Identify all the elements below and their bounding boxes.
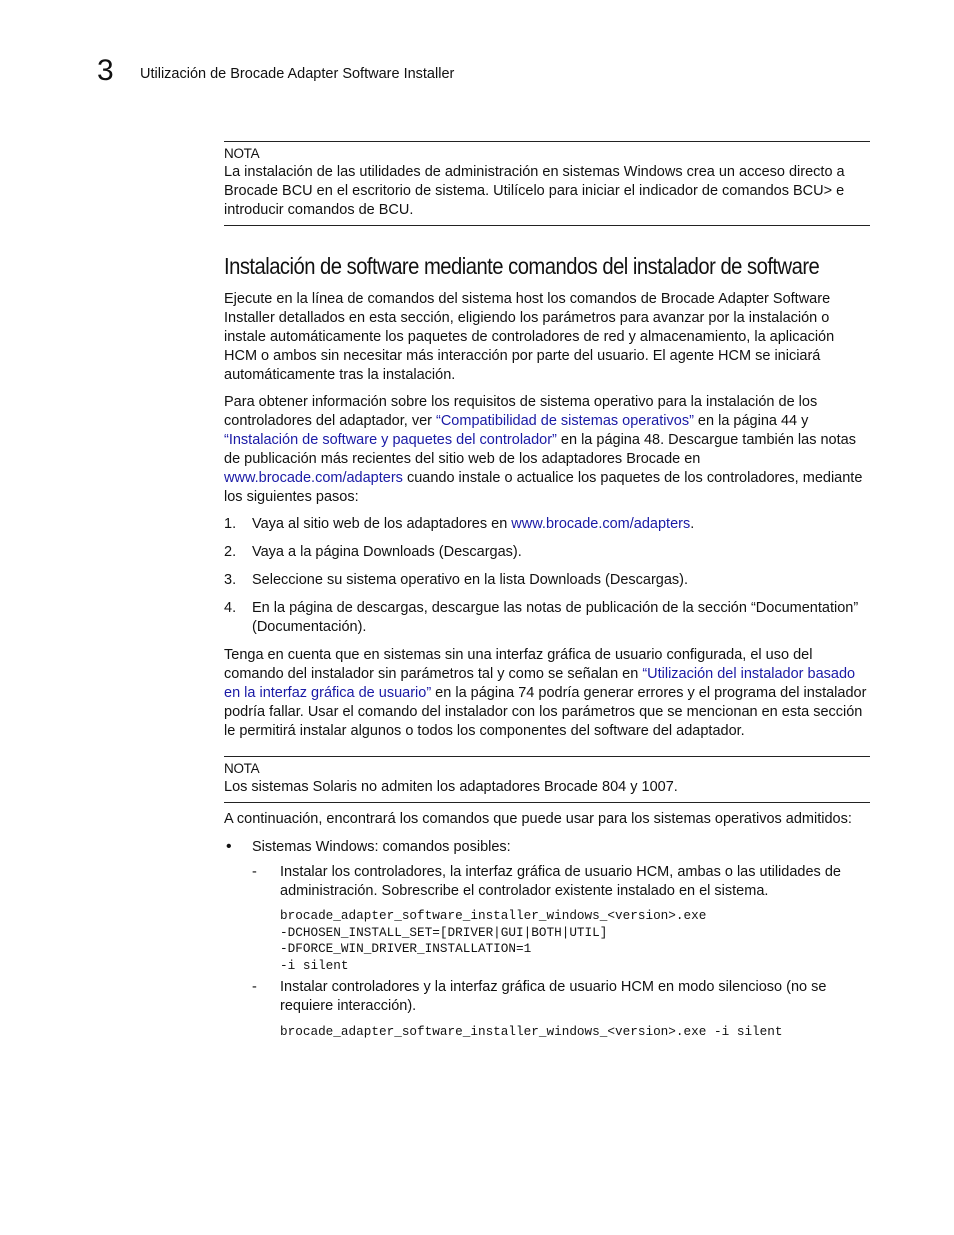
text-run: en la página 74 podría generar errores y el programa del instalador podría fallar. Usar el comando del instalador con los parámetros que se mencionan en esta sección le permitirá instalar algunos o todos los componentes del software del adaptador. <box>224 685 867 739</box>
paragraph-commands-intro <box>224 810 870 829</box>
note-text: Los sistemas Solaris no admiten los adaptadores Brocade 804 y 1007. <box>224 779 678 795</box>
text-run: cuando instale o actualice los paquetes de los controladores, mediante los siguientes pasos: <box>224 470 863 505</box>
chapter-title: Utilización de Brocade Adapter Software Installer <box>140 66 455 82</box>
step-text: . <box>690 516 695 532</box>
text-run: Tenga en cuenta que en sistemas sin una interfaz gráfica de usuario configurada, el uso del comando del instalador sin parámetros tal y como se señalan en <box>224 647 813 682</box>
dash-marker: - <box>252 864 257 880</box>
step-text: (Descargas). <box>434 544 522 560</box>
code-block: brocade_adapter_software_installer_windows_<version>.exe -DCHOSEN_INSTALL_SET=[DRIVER|GUI|BOTH|UTIL] -DFORCE_WIN_DRIVER_INSTALLATION=1 -i silent <box>280 908 707 973</box>
bullet-text: Sistemas Windows: comandos posibles: <box>252 839 511 855</box>
text-run: Para obtener información sobre los requisitos de sistema operativo para la instalación de los controladores del adaptador, ver <box>224 394 818 429</box>
list-item <box>224 515 870 534</box>
paragraph-2 <box>224 393 870 507</box>
chapter-number: 3 <box>97 54 114 87</box>
sub-item-text: Instalar los controladores, la interfaz gráfica de usuario HCM, ambas o las utilidades de administración. Sobrescribe el controlador existente instalado en el sistema. <box>280 864 841 899</box>
paragraph-warning <box>224 646 870 741</box>
step-text: Vaya al sitio web de los adaptadores en <box>252 516 512 532</box>
note-box-2 <box>224 756 870 803</box>
list-item <box>224 571 870 590</box>
step-number: 2. <box>224 544 237 560</box>
link-os-compat[interactable]: “Compatibilidad de sistemas operativos” <box>436 413 694 429</box>
note-text: La instalación de las utilidades de administración en sistemas Windows crea un acceso directo a Brocade BCU en el escritorio de sistema. Utilícelo para iniciar el indicador de comandos BCU> e introducir comandos de BCU. <box>224 164 845 218</box>
note-label: NOTA <box>224 761 260 776</box>
list-item <box>224 599 870 637</box>
list-item <box>224 543 870 562</box>
step-text: (Descargas). <box>601 572 689 588</box>
step-number: 3. <box>224 572 237 588</box>
paragraph-4: A continuación, encontrará los comandos que puede usar para los sistemas operativos admitidos: <box>224 811 852 827</box>
link-gui-installer[interactable]: “Utilización del instalador basado en la interfaz gráfica de usuario” <box>224 666 856 701</box>
text-run: en la página 48. Descargue también las notas de publicación más recientes del sitio web de los adaptadores Brocade en <box>224 432 856 467</box>
bullet-icon: • <box>226 838 232 855</box>
step-text: Seleccione su sistema operativo en la lista <box>252 572 530 588</box>
paragraph-references <box>224 393 870 507</box>
step-text: Vaya a la página <box>252 544 363 560</box>
paragraph-1: Ejecute en la línea de comandos del sistema host los comandos de Brocade Adapter Software Installer detallados en esta sección, eligiendo los parámetros para avanzar por la instalación o instale automáticamente los paquetes de controladores de red y almacenamiento, la aplicación HCM o ambos sin necesitar más interacción por parte del usuario. El agente HCM se iniciará automáticamente tras la instalación. <box>224 291 835 383</box>
step-emphasis: Downloads <box>529 572 602 588</box>
dash-marker: - <box>252 979 257 995</box>
paragraph-intro <box>224 290 870 385</box>
step-number: 4. <box>224 600 237 616</box>
code-block: brocade_adapter_software_installer_windows_<version>.exe -i silent <box>280 1024 783 1039</box>
link-brocade-adapters-step[interactable]: www.brocade.com/adapters <box>511 516 691 532</box>
steps-list-wrap <box>224 515 870 637</box>
link-brocade-adapters[interactable]: www.brocade.com/adapters <box>224 470 403 486</box>
section-heading: Instalación de software mediante comandos del instalador de software <box>224 253 820 279</box>
step-number: 1. <box>224 516 237 532</box>
note-box <box>224 141 870 226</box>
link-driver-install[interactable]: “Instalación de software y paquetes del controlador” <box>224 432 557 448</box>
paragraph-3 <box>224 646 870 741</box>
text-run: en la página 44 y <box>693 413 809 429</box>
step-emphasis: Downloads <box>362 544 435 560</box>
steps-list <box>224 515 870 637</box>
note-label: NOTA <box>224 146 260 161</box>
step-text: En la página de descargas, descargue las notas de publicación de la sección “Documentation” (Documentación). <box>252 600 859 635</box>
sub-item-text: Instalar controladores y la interfaz gráfica de usuario HCM en modo silencioso (no se requiere interacción). <box>280 979 827 1014</box>
section-heading-wrap <box>224 252 870 280</box>
